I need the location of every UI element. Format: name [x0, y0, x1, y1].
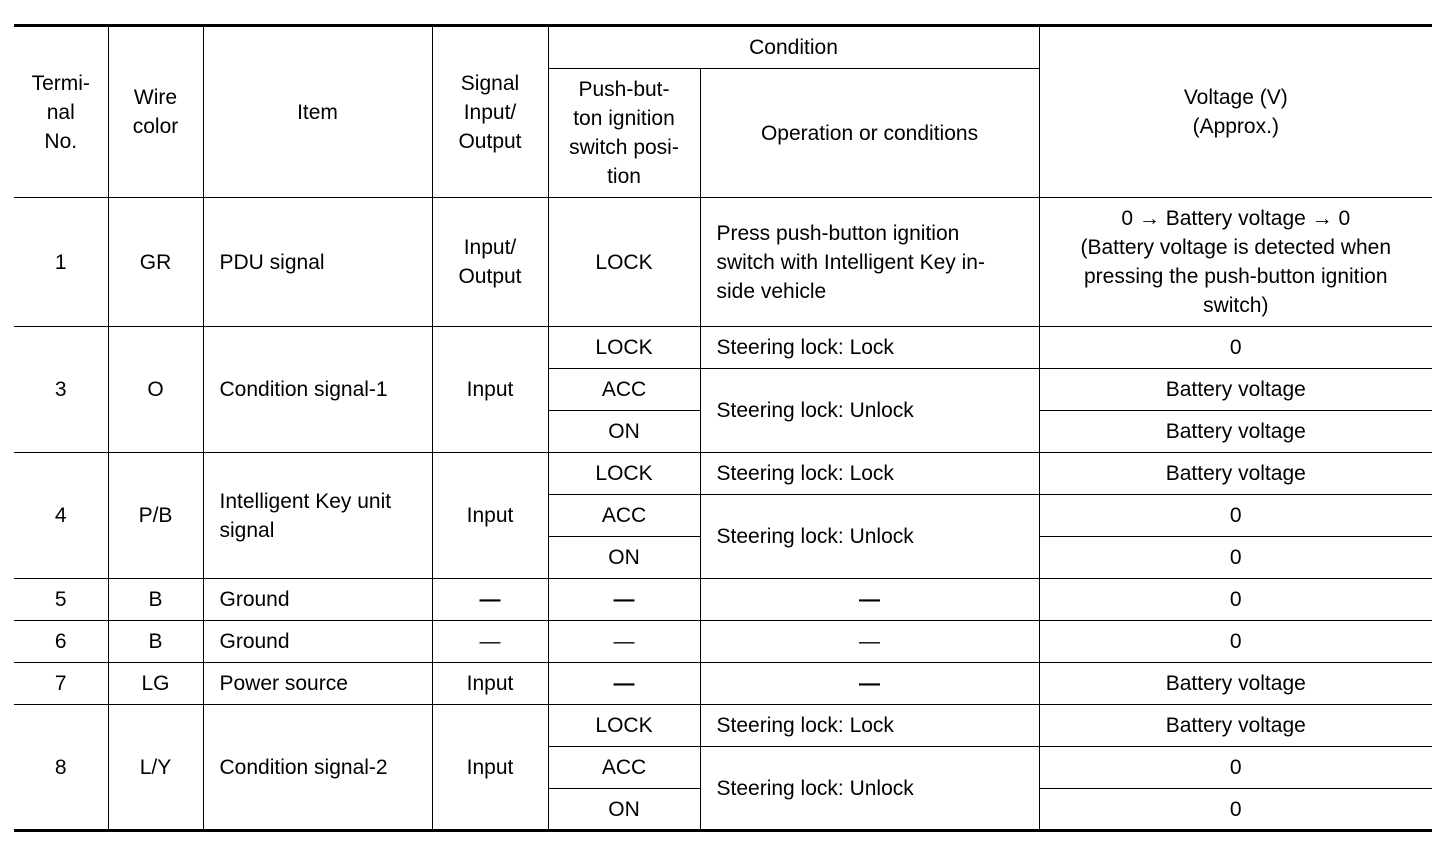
terminal-cell: 3 [14, 327, 108, 453]
operation-cell: Steering lock: Unlock [700, 747, 1039, 831]
signal-cell: Input/ Output [432, 198, 548, 327]
voltage-cell: 0 → Battery voltage → 0 (Battery voltage is detected when pressing the push-button ignition switch) [1039, 198, 1432, 327]
item-cell: Ground [203, 579, 432, 621]
table-row [14, 705, 1432, 747]
terminal-cell: 1 [14, 198, 108, 327]
terminal-table [14, 24, 1432, 832]
terminal-cell: 5 [14, 579, 108, 621]
operation-cell: — [700, 663, 1039, 705]
operation-cell: — [700, 579, 1039, 621]
voltage-cell: 0 [1039, 537, 1432, 579]
item-cell: PDU signal [203, 198, 432, 327]
header-signal: Signal Input/ Output [432, 26, 548, 198]
operation-cell: Steering lock: Lock [700, 327, 1039, 369]
voltage-cell: 0 [1039, 327, 1432, 369]
voltage-cell: 0 [1039, 579, 1432, 621]
header-voltage: Voltage (V) (Approx.) [1039, 26, 1432, 198]
table-row [14, 198, 1432, 327]
operation-cell: — [700, 621, 1039, 663]
operation-cell: Steering lock: Unlock [700, 369, 1039, 453]
position-cell: LOCK [548, 327, 700, 369]
terminal-table-container [14, 24, 1432, 832]
signal-cell: — [432, 579, 548, 621]
operation-cell: Press push-button ignition switch with Intelligent Key in- side vehicle [700, 198, 1039, 327]
signal-cell: Input [432, 453, 548, 579]
table-row [14, 453, 1432, 495]
voltage-cell: 0 [1039, 495, 1432, 537]
wire-color-cell: O [108, 327, 203, 453]
position-cell: ON [548, 537, 700, 579]
voltage-cell: Battery voltage [1039, 411, 1432, 453]
position-cell: ACC [548, 495, 700, 537]
wire-color-cell: B [108, 579, 203, 621]
wire-color-cell: GR [108, 198, 203, 327]
operation-cell: Steering lock: Unlock [700, 495, 1039, 579]
signal-cell: Input [432, 663, 548, 705]
voltage-cell: 0 [1039, 621, 1432, 663]
voltage-cell: Battery voltage [1039, 705, 1432, 747]
wire-color-cell: P/B [108, 453, 203, 579]
header-switch-position: Push-but- ton ignition switch posi- tion [548, 69, 700, 198]
header-wire-color: Wire color [108, 26, 203, 198]
voltage-cell: 0 [1039, 789, 1432, 831]
voltage-cell: Battery voltage [1039, 453, 1432, 495]
position-cell: ON [548, 411, 700, 453]
item-cell: Power source [203, 663, 432, 705]
voltage-cell: Battery voltage [1039, 369, 1432, 411]
position-cell: ON [548, 789, 700, 831]
voltage-cell: Battery voltage [1039, 663, 1432, 705]
terminal-cell: 6 [14, 621, 108, 663]
header-item: Item [203, 26, 432, 198]
table-row [14, 579, 1432, 621]
position-cell: ACC [548, 747, 700, 789]
header-condition: Condition [548, 26, 1039, 69]
position-cell: LOCK [548, 453, 700, 495]
item-cell: Condition signal-2 [203, 705, 432, 831]
terminal-cell: 7 [14, 663, 108, 705]
terminal-cell: 4 [14, 453, 108, 579]
item-cell: Ground [203, 621, 432, 663]
item-cell: Condition signal-1 [203, 327, 432, 453]
signal-cell: — [432, 621, 548, 663]
terminal-cell: 8 [14, 705, 108, 831]
voltage-cell: 0 [1039, 747, 1432, 789]
header-terminal: Termi- nal No. [14, 26, 108, 198]
position-cell: — [548, 621, 700, 663]
item-cell: Intelligent Key unit signal [203, 453, 432, 579]
table-row [14, 327, 1432, 369]
position-cell: LOCK [548, 198, 700, 327]
position-cell: ACC [548, 369, 700, 411]
wire-color-cell: B [108, 621, 203, 663]
header-operation: Operation or conditions [700, 69, 1039, 198]
position-cell: LOCK [548, 705, 700, 747]
position-cell: — [548, 579, 700, 621]
signal-cell: Input [432, 327, 548, 453]
wire-color-cell: L/Y [108, 705, 203, 831]
wire-color-cell: LG [108, 663, 203, 705]
position-cell: — [548, 663, 700, 705]
table-row [14, 663, 1432, 705]
operation-cell: Steering lock: Lock [700, 453, 1039, 495]
table-row [14, 621, 1432, 663]
signal-cell: Input [432, 705, 548, 831]
operation-cell: Steering lock: Lock [700, 705, 1039, 747]
